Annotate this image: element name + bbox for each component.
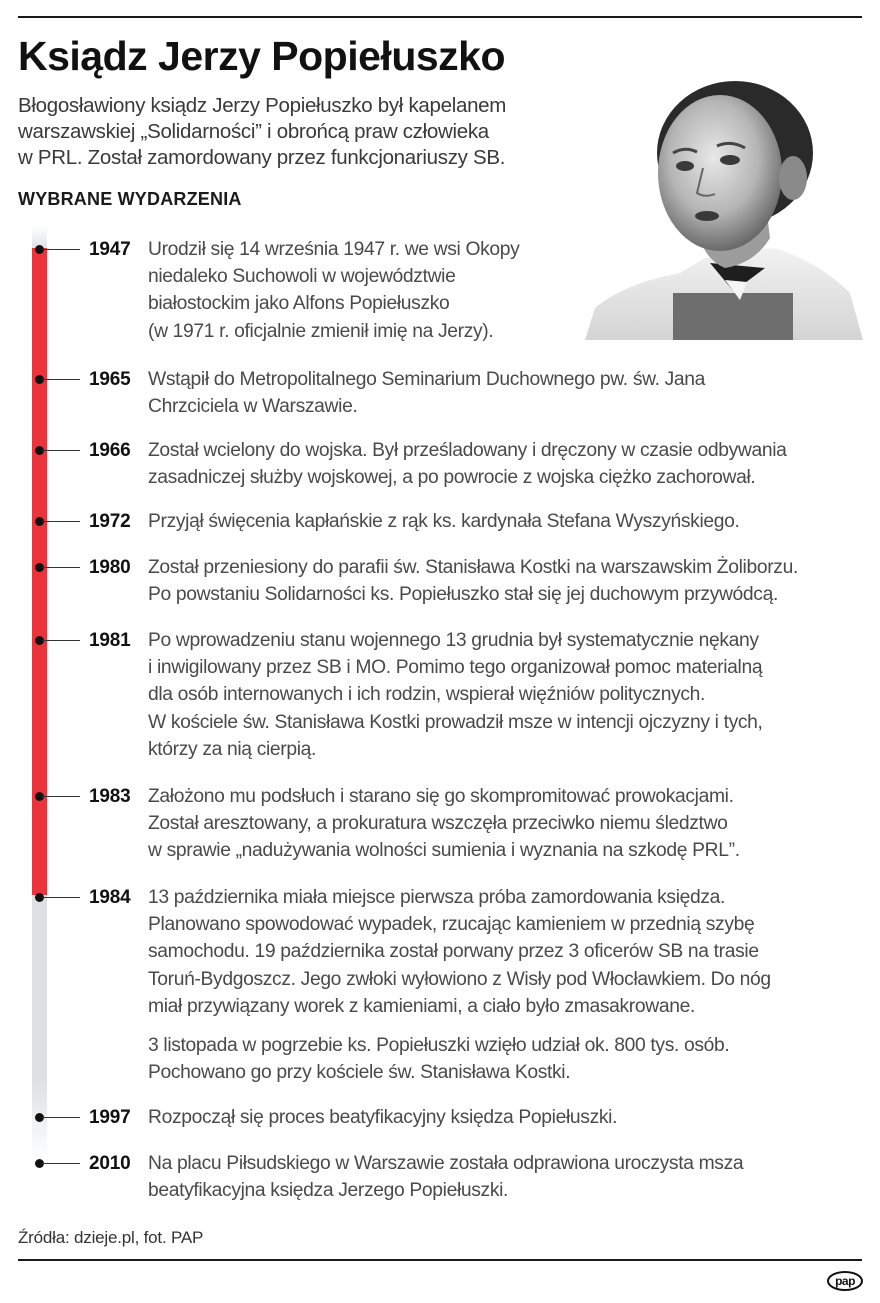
page-title: Ksiądz Jerzy Popiełuszko	[18, 33, 506, 79]
event-line: Na placu Piłsudskiego w Warszawie została odprawiona uroczysta msza	[148, 1153, 744, 1174]
lead-line: warszawskiej „Solidarności” i obrońcą praw człowieka	[18, 120, 489, 143]
eye-right	[720, 155, 740, 165]
timeline-connector	[42, 1163, 80, 1164]
event-description	[148, 236, 868, 345]
event-year: 1984	[89, 887, 131, 908]
event-description	[148, 366, 868, 420]
event-line: 13 października miała miejsce pierwsza próba zamordowania księdza.	[148, 887, 726, 908]
event-year: 1947	[89, 239, 131, 260]
event-line: W kościele św. Stanisława Kostki prowadził msze w intencji ojczyzny i tych,	[148, 711, 763, 733]
lead-line: w PRL. Został zamordowany przez funkcjonariuszy SB.	[18, 146, 506, 169]
event-line: białostockim jako Alfons Popiełuszko	[148, 293, 450, 315]
timeline-connector	[42, 567, 80, 568]
event-line: 3 listopada w pogrzebie ks. Popiełuszki wzięło udział ok. 800 tys. osób.	[148, 1035, 730, 1057]
event-description	[148, 437, 868, 491]
event-line: Został przeniesiony do parafii św. Stanisława Kostki na warszawskim Żoliborzu.	[148, 557, 798, 578]
event-description	[148, 554, 868, 608]
event-year: 1965	[89, 369, 131, 390]
event-line: Chrzciciela w Warszawie.	[148, 396, 358, 418]
timeline-connector	[42, 379, 80, 380]
event-line: Po powstaniu Solidarności ks. Popiełuszko stał się jej duchowym przywódcą.	[148, 584, 778, 606]
pap-logo-icon: pap	[827, 1271, 863, 1291]
event-line: w sprawie „nadużywania wolności sumienia i wyznania na szkodę PRL”.	[148, 840, 740, 862]
event-line: Urodził się 14 września 1947 r. we wsi Okopy	[148, 239, 520, 260]
timeline-connector	[42, 249, 80, 250]
event-year: 1972	[89, 511, 131, 532]
event-year: 2010	[89, 1153, 131, 1174]
section-label: WYBRANE WYDARZENIA	[18, 189, 242, 209]
sources-credit: Źródła: dzieje.pl, fot. PAP	[18, 1228, 204, 1247]
event-line: którzy za nią cierpią.	[148, 738, 317, 760]
mouth-shape	[695, 211, 719, 221]
timeline-connector	[42, 796, 80, 797]
top-rule	[18, 16, 862, 18]
timeline-connector	[42, 450, 80, 451]
event-year: 1997	[89, 1107, 131, 1128]
timeline-connector	[42, 640, 80, 641]
event-year: 1966	[89, 440, 131, 461]
event-line: Planowano spowodować wypadek, rzucając kamieniem w przednią szybę	[148, 914, 755, 936]
event-line: Został wcielony do wojska. Był prześladowany i dręczony w czasie odbywania	[148, 440, 787, 461]
event-line: beatyfikacyjna księdza Jerzego Popiełuszki.	[148, 1180, 509, 1202]
lead-paragraph	[18, 93, 598, 171]
event-description	[148, 1104, 868, 1131]
event-line: Wstąpił do Metropolitalnego Seminarium Duchownego pw. św. Jana	[148, 369, 706, 390]
eye-left	[676, 161, 694, 171]
event-line: (w 1971 r. oficjalnie zmienił imię na Jerzy).	[148, 320, 494, 342]
event-description	[148, 884, 868, 1086]
event-line: Po wprowadzeniu stanu wojennego 13 grudnia był systematycznie nękany	[148, 630, 759, 651]
event-description	[148, 508, 868, 535]
timeline-connector	[42, 897, 80, 898]
event-year: 1980	[89, 557, 131, 578]
event-year: 1981	[89, 630, 131, 651]
timeline-connector	[42, 1117, 80, 1118]
face-shape	[658, 95, 782, 251]
bottom-rule	[18, 1259, 862, 1261]
event-year: 1983	[89, 786, 131, 807]
event-line: zasadniczej służby wojskowej, a po powrocie z wojska ciężko zachorował.	[148, 467, 756, 489]
event-line: samochodu. 19 października został porwany przez 3 oficerów SB na trasie	[148, 941, 759, 963]
event-line: Rozpoczął się proces beatyfikacyjny księdza Popiełuszki.	[148, 1107, 618, 1128]
event-description	[148, 1150, 868, 1204]
timeline-connector	[42, 521, 80, 522]
event-line: Pochowano go przy kościele św. Stanisława Kostki.	[148, 1062, 571, 1084]
lead-line: Błogosławiony ksiądz Jerzy Popiełuszko był kapelanem	[18, 94, 507, 117]
event-line: niedaleko Suchowoli w województwie	[148, 266, 456, 288]
event-line: i inwigilowany przez SB i MO. Pomimo tego organizował pomoc materialną	[148, 657, 763, 679]
event-line: Przyjął święcenia kapłańskie z rąk ks. kardynała Stefana Wyszyńskiego.	[148, 511, 740, 532]
event-line: Założono mu podsłuch i starano się go skompromitować prowokacjami.	[148, 786, 734, 807]
event-description	[148, 627, 868, 763]
ear-shape	[779, 156, 807, 200]
event-line: dla osób internowanych i ich rodzin, wspierał więźniów politycznych.	[148, 684, 706, 706]
event-line: Toruń-Bydgoszcz. Jego zwłoki wyłowiono z Wisły pod Włocławkiem. Do nóg	[148, 968, 771, 990]
event-line: miał przywiązany worek z kamieniami, a ciało było zmasakrowane.	[148, 995, 695, 1017]
event-line: Został aresztowany, a prokuratura wszczęła przeciwko niemu śledztwo	[148, 813, 728, 835]
event-description	[148, 783, 868, 865]
